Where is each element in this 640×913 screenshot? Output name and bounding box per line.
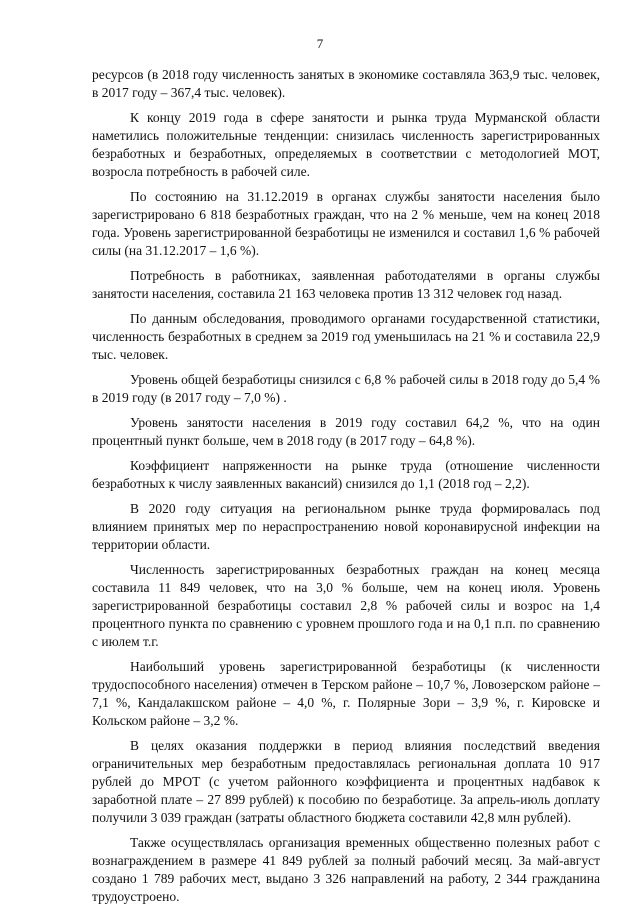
paragraph: Коэффициент напряженности на рынке труда (отношение численности безработных к числу заявленных вакансий) снизился до 1,1 (2018 год – 2,2). xyxy=(92,458,600,491)
paragraph: В 2020 году ситуация на региональном рынке труда формировалась под влиянием принятых мер по нераспространению новой коронавирусной инфекции на территории области. xyxy=(92,501,600,552)
document-body xyxy=(92,66,600,913)
paragraph: К концу 2019 года в сфере занятости и рынка труда Мурманской области наметились положительные тенденции: снизилась численность зарегистрированных безработных и безработных, определяемых в соответствии с методологией МОТ, возросла потребность в рабочей силе. xyxy=(92,110,600,179)
paragraph: Численность зарегистрированных безработных граждан на конец месяца составила 11 849 человек, что на 3,0 % больше, чем на конец июля. Уровень зарегистрированной безработицы составил 2,8 % рабочей силы и возрос на 1,4 процентного пункта по сравнению с уровнем прошлого года и на 0,1 п.п. по сравнению с июлем т.г. xyxy=(92,562,600,649)
paragraph: Наибольший уровень зарегистрированной безработицы (к численности трудоспособного населения) отмечен в Терском районе – 10,7 %, Ловозерском районе – 7,1 %, Кандалакшском районе – 4,0 %, г. Полярные Зори – 3,9 %, г. Кировске и Кольском районе – 3,2 %. xyxy=(92,659,600,728)
paragraph: ресурсов (в 2018 году численность занятых в экономике составляла 363,9 тыс. человек, в 2017 году – 367,4 тыс. человек). xyxy=(92,67,600,100)
page-number: 7 xyxy=(316,36,324,51)
paragraph: По данным обследования, проводимого органами государственной статистики, численность безработных в среднем за 2019 год уменьшилась на 21 % и составила 22,9 тыс. человек. xyxy=(92,311,600,362)
paragraph: Также осуществлялась организация временных общественно полезных работ с вознаграждением в размере 41 849 рублей за полный рабочий месяц. За май-август создано 1 789 рабочих мест, выдано 3 326 направлений на работу, 2 344 гражданина трудоустроено. xyxy=(92,835,600,904)
paragraph: Уровень занятости населения в 2019 году составил 64,2 %, что на один процентный пункт больше, чем в 2018 году (в 2017 году – 64,8 %). xyxy=(92,415,600,448)
paragraph: Потребность в работниках, заявленная работодателями в органы службы занятости населения, составила 21 163 человека против 13 312 человек год назад. xyxy=(92,268,600,301)
paragraph: По состоянию на 31.12.2019 в органах службы занятости населения было зарегистрировано 6 818 безработных граждан, что на 2 % меньше, чем на конец 2018 года. Уровень зарегистрированной безработицы не изменился и составил 1,6 % рабочей силы (на 31.12.2017 – 1,6 %). xyxy=(92,189,600,258)
paragraph: Уровень общей безработицы снизился с 6,8 % рабочей силы в 2018 году до 5,4 % в 2019 году (в 2017 году – 7,0 %) . xyxy=(92,372,600,405)
paragraph: В целях оказания поддержки в период влияния последствий введения ограничительных мер безработным предоставлялась региональная доплата 10 917 рублей до МРОТ (с учетом районного коэффициента и процентных надбавок к заработной плате – 27 899 рублей) к пособию по безработице. За апрель-июль доплату получили 3 039 граждан (затраты областного бюджета составили 42,8 млн рублей). xyxy=(92,738,600,825)
